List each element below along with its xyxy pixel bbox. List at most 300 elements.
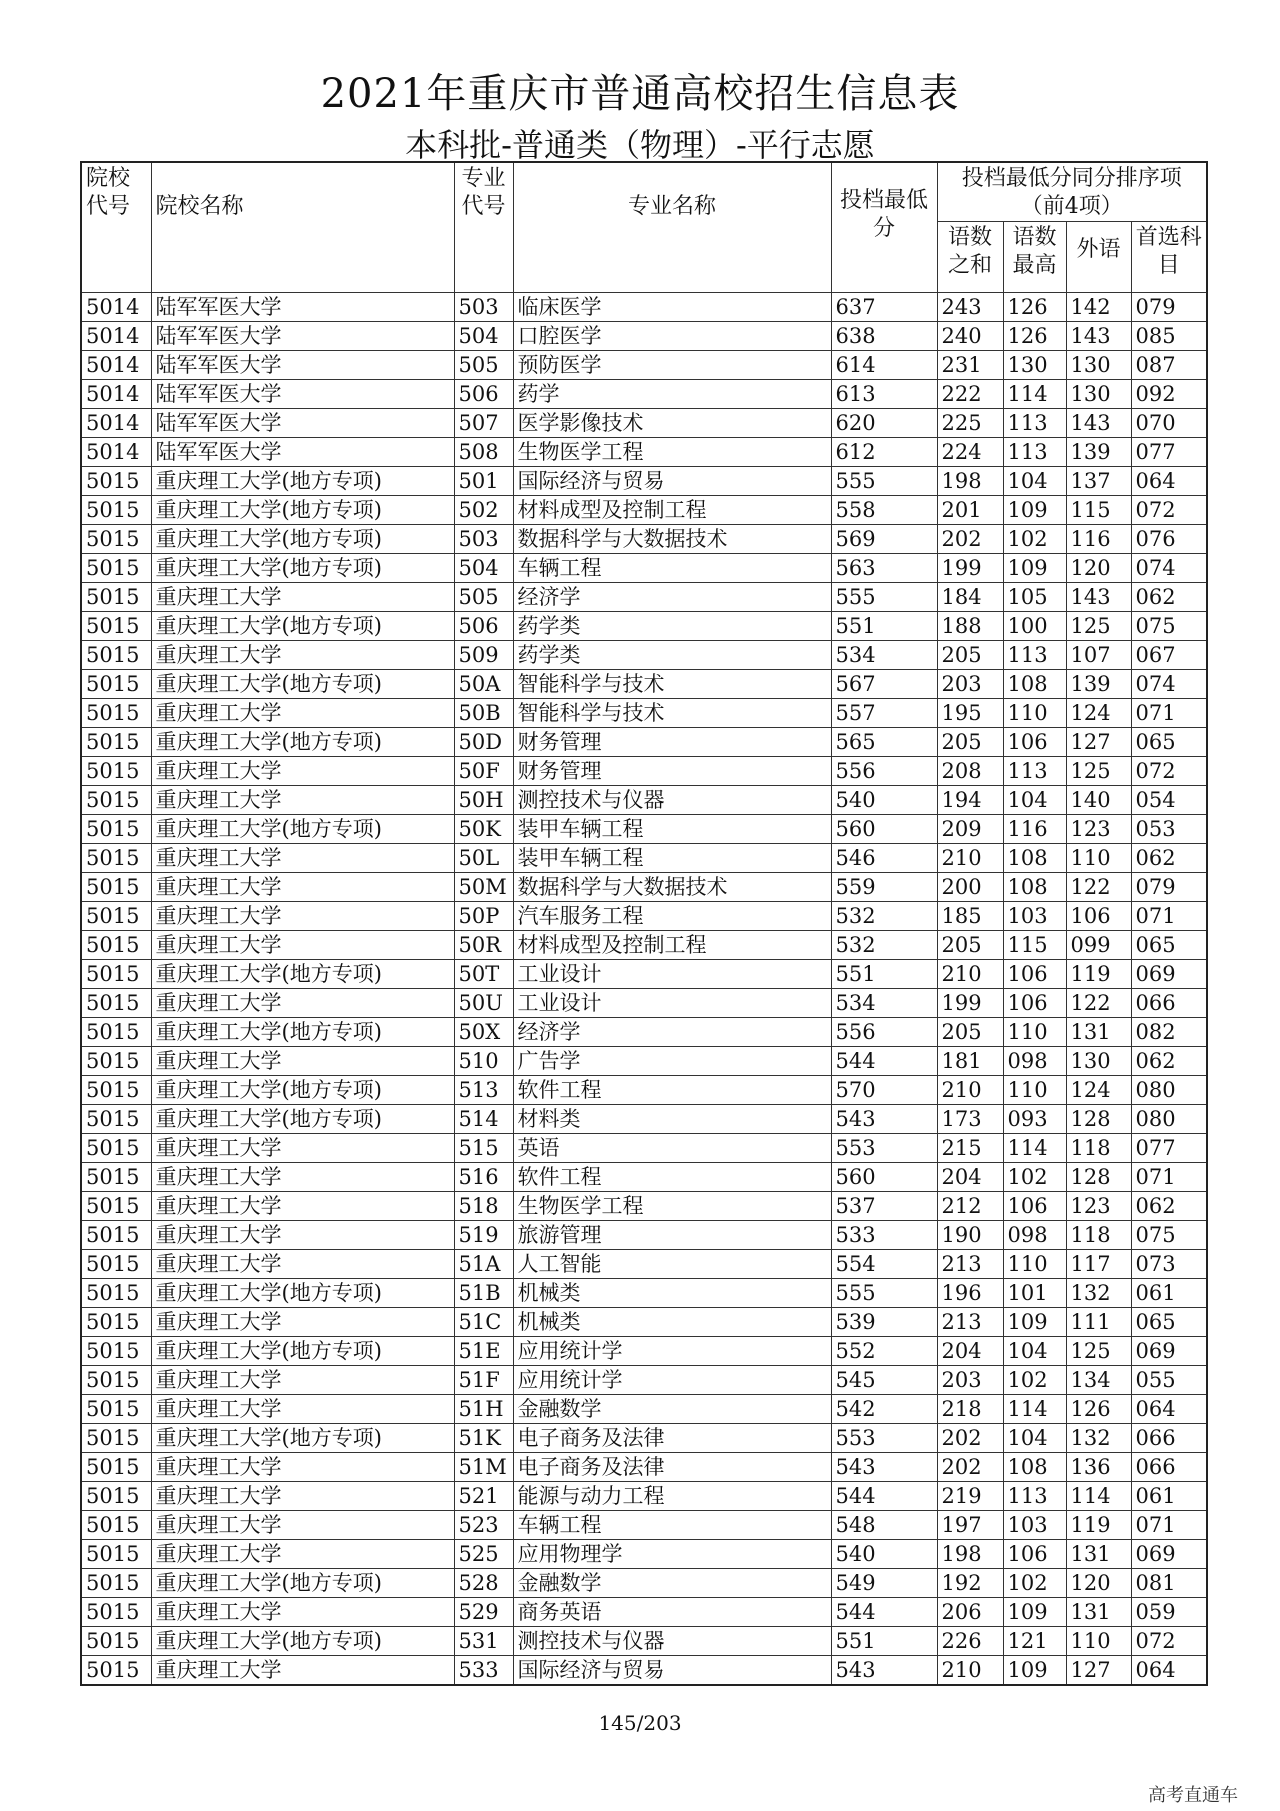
cell-foreign-lang: 130 <box>1066 1047 1131 1076</box>
cell-foreign-lang: 132 <box>1066 1424 1131 1453</box>
cell-foreign-lang: 132 <box>1066 1279 1131 1308</box>
cell-major-name: 预防医学 <box>513 351 831 380</box>
cell-school-name: 重庆理工大学(地方专项) <box>151 496 454 525</box>
cell-foreign-lang: 111 <box>1066 1308 1131 1337</box>
cell-major-name: 智能科学与技术 <box>513 699 831 728</box>
cell-chinese-math-sum: 205 <box>937 728 1003 757</box>
cell-school-code: 5015 <box>81 728 151 757</box>
cell-major-code: 51H <box>454 1395 513 1424</box>
cell-chinese-math-max: 113 <box>1003 438 1066 467</box>
cell-foreign-lang: 125 <box>1066 612 1131 641</box>
cell-school-code: 5015 <box>81 1279 151 1308</box>
table-row <box>81 293 1207 322</box>
cell-school-code: 5015 <box>81 1163 151 1192</box>
cell-chinese-math-max: 108 <box>1003 670 1066 699</box>
cell-first-subject: 080 <box>1131 1076 1207 1105</box>
header-major-code: 专业代号 <box>454 162 513 293</box>
cell-school-code: 5015 <box>81 1366 151 1395</box>
cell-major-code: 50X <box>454 1018 513 1047</box>
cell-school-name: 重庆理工大学(地方专项) <box>151 1569 454 1598</box>
cell-first-subject: 074 <box>1131 670 1207 699</box>
cell-first-subject: 071 <box>1131 902 1207 931</box>
cell-chinese-math-sum: 208 <box>937 757 1003 786</box>
cell-school-code: 5014 <box>81 293 151 322</box>
cell-chinese-math-sum: 185 <box>937 902 1003 931</box>
cell-foreign-lang: 130 <box>1066 351 1131 380</box>
cell-chinese-math-max: 105 <box>1003 583 1066 612</box>
cell-min-score: 614 <box>831 351 937 380</box>
cell-foreign-lang: 142 <box>1066 293 1131 322</box>
cell-chinese-math-max: 102 <box>1003 525 1066 554</box>
cell-school-name: 重庆理工大学(地方专项) <box>151 1627 454 1656</box>
cell-foreign-lang: 139 <box>1066 670 1131 699</box>
table-row <box>81 351 1207 380</box>
cell-chinese-math-sum: 210 <box>937 844 1003 873</box>
cell-major-code: 503 <box>454 293 513 322</box>
cell-chinese-math-sum: 213 <box>937 1308 1003 1337</box>
cell-major-code: 516 <box>454 1163 513 1192</box>
cell-school-name: 重庆理工大学 <box>151 1482 454 1511</box>
cell-foreign-lang: 118 <box>1066 1134 1131 1163</box>
cell-foreign-lang: 136 <box>1066 1453 1131 1482</box>
cell-foreign-lang: 143 <box>1066 322 1131 351</box>
page-title: 2021年重庆市普通高校招生信息表 <box>320 71 960 117</box>
cell-first-subject: 066 <box>1131 1424 1207 1453</box>
cell-major-code: 514 <box>454 1105 513 1134</box>
cell-chinese-math-sum: 203 <box>937 1366 1003 1395</box>
cell-chinese-math-sum: 204 <box>937 1163 1003 1192</box>
cell-school-code: 5015 <box>81 1424 151 1453</box>
cell-chinese-math-sum: 210 <box>937 1656 1003 1686</box>
cell-school-code: 5015 <box>81 1221 151 1250</box>
cell-chinese-math-max: 100 <box>1003 612 1066 641</box>
cell-foreign-lang: 106 <box>1066 902 1131 931</box>
cell-first-subject: 079 <box>1131 873 1207 902</box>
cell-chinese-math-max: 116 <box>1003 815 1066 844</box>
cell-chinese-math-max: 110 <box>1003 1076 1066 1105</box>
cell-min-score: 555 <box>831 583 937 612</box>
cell-first-subject: 065 <box>1131 728 1207 757</box>
cell-school-name: 重庆理工大学 <box>151 1656 454 1686</box>
cell-major-name: 材料类 <box>513 1105 831 1134</box>
cell-major-code: 531 <box>454 1627 513 1656</box>
cell-chinese-math-max: 106 <box>1003 1192 1066 1221</box>
cell-major-name: 应用物理学 <box>513 1540 831 1569</box>
cell-first-subject: 070 <box>1131 409 1207 438</box>
cell-major-name: 国际经济与贸易 <box>513 1656 831 1686</box>
cell-min-score: 540 <box>831 786 937 815</box>
cell-school-code: 5015 <box>81 583 151 612</box>
table-row <box>81 670 1207 699</box>
table-row <box>81 525 1207 554</box>
cell-min-score: 565 <box>831 728 937 757</box>
cell-major-name: 测控技术与仪器 <box>513 786 831 815</box>
cell-chinese-math-max: 109 <box>1003 496 1066 525</box>
cell-major-code: 513 <box>454 1076 513 1105</box>
cell-school-code: 5015 <box>81 1076 151 1105</box>
cell-major-code: 51B <box>454 1279 513 1308</box>
cell-major-name: 工业设计 <box>513 960 831 989</box>
cell-foreign-lang: 128 <box>1066 1163 1131 1192</box>
cell-chinese-math-max: 104 <box>1003 1424 1066 1453</box>
cell-foreign-lang: 122 <box>1066 989 1131 1018</box>
cell-foreign-lang: 131 <box>1066 1540 1131 1569</box>
cell-school-name: 陆军军医大学 <box>151 351 454 380</box>
cell-major-name: 装甲车辆工程 <box>513 815 831 844</box>
cell-major-code: 505 <box>454 583 513 612</box>
cell-first-subject: 065 <box>1131 931 1207 960</box>
cell-min-score: 532 <box>831 931 937 960</box>
cell-foreign-lang: 115 <box>1066 496 1131 525</box>
cell-school-name: 重庆理工大学 <box>151 931 454 960</box>
cell-major-name: 机械类 <box>513 1308 831 1337</box>
cell-chinese-math-max: 113 <box>1003 757 1066 786</box>
cell-foreign-lang: 122 <box>1066 873 1131 902</box>
cell-chinese-math-max: 102 <box>1003 1366 1066 1395</box>
cell-school-code: 5015 <box>81 1105 151 1134</box>
cell-chinese-math-sum: 218 <box>937 1395 1003 1424</box>
table-row <box>81 409 1207 438</box>
cell-school-name: 重庆理工大学(地方专项) <box>151 554 454 583</box>
cell-chinese-math-max: 130 <box>1003 351 1066 380</box>
cell-min-score: 544 <box>831 1598 937 1627</box>
cell-min-score: 556 <box>831 757 937 786</box>
cell-major-name: 工业设计 <box>513 989 831 1018</box>
cell-school-name: 重庆理工大学 <box>151 873 454 902</box>
cell-major-code: 525 <box>454 1540 513 1569</box>
cell-chinese-math-sum: 215 <box>937 1134 1003 1163</box>
cell-foreign-lang: 143 <box>1066 409 1131 438</box>
cell-chinese-math-max: 101 <box>1003 1279 1066 1308</box>
cell-chinese-math-max: 102 <box>1003 1569 1066 1598</box>
cell-foreign-lang: 140 <box>1066 786 1131 815</box>
table-row <box>81 1163 1207 1192</box>
cell-school-code: 5015 <box>81 757 151 786</box>
cell-first-subject: 062 <box>1131 1047 1207 1076</box>
cell-foreign-lang: 137 <box>1066 467 1131 496</box>
cell-major-name: 经济学 <box>513 1018 831 1047</box>
cell-school-code: 5015 <box>81 496 151 525</box>
cell-school-code: 5015 <box>81 989 151 1018</box>
cell-chinese-math-max: 109 <box>1003 1308 1066 1337</box>
cell-major-name: 车辆工程 <box>513 1511 831 1540</box>
table-row <box>81 1279 1207 1308</box>
cell-first-subject: 054 <box>1131 786 1207 815</box>
cell-major-name: 国际经济与贸易 <box>513 467 831 496</box>
cell-school-code: 5014 <box>81 380 151 409</box>
cell-school-name: 重庆理工大学 <box>151 786 454 815</box>
cell-min-score: 533 <box>831 1221 937 1250</box>
table-row <box>81 786 1207 815</box>
cell-chinese-math-sum: 194 <box>937 786 1003 815</box>
table-row <box>81 873 1207 902</box>
cell-chinese-math-max: 098 <box>1003 1047 1066 1076</box>
table-row <box>81 1511 1207 1540</box>
cell-major-name: 智能科学与技术 <box>513 670 831 699</box>
cell-chinese-math-sum: 202 <box>937 525 1003 554</box>
cell-major-code: 51E <box>454 1337 513 1366</box>
cell-major-code: 508 <box>454 438 513 467</box>
cell-school-name: 陆军军医大学 <box>151 409 454 438</box>
cell-school-code: 5015 <box>81 902 151 931</box>
table-row <box>81 1221 1207 1250</box>
cell-first-subject: 074 <box>1131 554 1207 583</box>
cell-foreign-lang: 119 <box>1066 960 1131 989</box>
cell-major-name: 财务管理 <box>513 728 831 757</box>
cell-first-subject: 079 <box>1131 293 1207 322</box>
cell-major-name: 装甲车辆工程 <box>513 844 831 873</box>
table-row <box>81 1047 1207 1076</box>
cell-min-score: 620 <box>831 409 937 438</box>
cell-school-code: 5015 <box>81 1511 151 1540</box>
cell-chinese-math-sum: 212 <box>937 1192 1003 1221</box>
cell-major-code: 51F <box>454 1366 513 1395</box>
cell-major-name: 人工智能 <box>513 1250 831 1279</box>
cell-school-code: 5015 <box>81 1569 151 1598</box>
cell-min-score: 534 <box>831 641 937 670</box>
cell-school-code: 5015 <box>81 1337 151 1366</box>
cell-school-name: 重庆理工大学 <box>151 1134 454 1163</box>
cell-chinese-math-max: 108 <box>1003 844 1066 873</box>
cell-min-score: 637 <box>831 293 937 322</box>
cell-chinese-math-sum: 206 <box>937 1598 1003 1627</box>
table-row <box>81 931 1207 960</box>
cell-major-name: 商务英语 <box>513 1598 831 1627</box>
cell-first-subject: 072 <box>1131 496 1207 525</box>
cell-first-subject: 069 <box>1131 960 1207 989</box>
cell-min-score: 534 <box>831 989 937 1018</box>
cell-school-code: 5014 <box>81 438 151 467</box>
cell-major-code: 509 <box>454 641 513 670</box>
cell-chinese-math-sum: 196 <box>937 1279 1003 1308</box>
cell-min-score: 543 <box>831 1656 937 1686</box>
cell-chinese-math-sum: 224 <box>937 438 1003 467</box>
cell-school-name: 重庆理工大学 <box>151 1453 454 1482</box>
cell-school-name: 重庆理工大学 <box>151 699 454 728</box>
cell-min-score: 560 <box>831 815 937 844</box>
cell-first-subject: 087 <box>1131 351 1207 380</box>
table-row <box>81 322 1207 351</box>
cell-school-name: 重庆理工大学 <box>151 1598 454 1627</box>
cell-major-name: 金融数学 <box>513 1569 831 1598</box>
source-label: 高考直通车 <box>1148 1785 1238 1806</box>
cell-major-name: 测控技术与仪器 <box>513 1627 831 1656</box>
cell-min-score: 551 <box>831 1627 937 1656</box>
table-row <box>81 844 1207 873</box>
cell-major-code: 501 <box>454 467 513 496</box>
cell-first-subject: 072 <box>1131 757 1207 786</box>
cell-school-code: 5015 <box>81 1453 151 1482</box>
cell-major-code: 506 <box>454 612 513 641</box>
cell-school-code: 5015 <box>81 815 151 844</box>
table-row <box>81 380 1207 409</box>
cell-school-name: 重庆理工大学 <box>151 1395 454 1424</box>
cell-major-name: 药学 <box>513 380 831 409</box>
table-row <box>81 496 1207 525</box>
cell-major-name: 生物医学工程 <box>513 438 831 467</box>
cell-foreign-lang: 099 <box>1066 931 1131 960</box>
cell-school-name: 重庆理工大学(地方专项) <box>151 1076 454 1105</box>
cell-chinese-math-max: 113 <box>1003 641 1066 670</box>
table-row <box>81 728 1207 757</box>
cell-major-name: 电子商务及法律 <box>513 1424 831 1453</box>
cell-foreign-lang: 116 <box>1066 525 1131 554</box>
table-row <box>81 1250 1207 1279</box>
cell-chinese-math-max: 104 <box>1003 786 1066 815</box>
cell-first-subject: 053 <box>1131 815 1207 844</box>
cell-school-code: 5015 <box>81 1598 151 1627</box>
cell-chinese-math-max: 113 <box>1003 1482 1066 1511</box>
cell-chinese-math-sum: 225 <box>937 409 1003 438</box>
cell-chinese-math-sum: 188 <box>937 612 1003 641</box>
cell-school-code: 5015 <box>81 960 151 989</box>
cell-chinese-math-max: 114 <box>1003 1134 1066 1163</box>
cell-first-subject: 077 <box>1131 1134 1207 1163</box>
cell-school-code: 5015 <box>81 1250 151 1279</box>
cell-foreign-lang: 125 <box>1066 1337 1131 1366</box>
cell-major-code: 50H <box>454 786 513 815</box>
cell-chinese-math-max: 093 <box>1003 1105 1066 1134</box>
page-subtitle: 本科批-普通类（物理）-平行志愿 <box>405 126 875 164</box>
cell-school-name: 重庆理工大学(地方专项) <box>151 1337 454 1366</box>
cell-chinese-math-sum: 173 <box>937 1105 1003 1134</box>
header-chinese-math-sum: 语数之和 <box>937 222 1003 293</box>
table-row <box>81 583 1207 612</box>
cell-major-name: 软件工程 <box>513 1163 831 1192</box>
cell-chinese-math-max: 103 <box>1003 902 1066 931</box>
cell-school-code: 5014 <box>81 351 151 380</box>
cell-major-code: 50P <box>454 902 513 931</box>
cell-min-score: 569 <box>831 525 937 554</box>
table-row <box>81 1656 1207 1686</box>
cell-school-name: 重庆理工大学 <box>151 989 454 1018</box>
cell-first-subject: 064 <box>1131 467 1207 496</box>
table-row <box>81 1366 1207 1395</box>
cell-foreign-lang: 124 <box>1066 1076 1131 1105</box>
table-row <box>81 554 1207 583</box>
cell-major-name: 应用统计学 <box>513 1366 831 1395</box>
table-row <box>81 1540 1207 1569</box>
cell-chinese-math-sum: 202 <box>937 1453 1003 1482</box>
cell-chinese-math-sum: 210 <box>937 960 1003 989</box>
table-row <box>81 902 1207 931</box>
cell-school-name: 重庆理工大学 <box>151 1511 454 1540</box>
cell-min-score: 551 <box>831 960 937 989</box>
cell-major-code: 521 <box>454 1482 513 1511</box>
cell-chinese-math-sum: 199 <box>937 554 1003 583</box>
cell-min-score: 563 <box>831 554 937 583</box>
table-row <box>81 960 1207 989</box>
cell-min-score: 549 <box>831 1569 937 1598</box>
header-major-name: 专业名称 <box>513 162 831 293</box>
cell-school-name: 重庆理工大学(地方专项) <box>151 728 454 757</box>
cell-major-code: 504 <box>454 554 513 583</box>
table-row <box>81 1337 1207 1366</box>
cell-major-name: 机械类 <box>513 1279 831 1308</box>
table-row <box>81 1105 1207 1134</box>
cell-major-code: 50F <box>454 757 513 786</box>
cell-first-subject: 061 <box>1131 1482 1207 1511</box>
table-row <box>81 1598 1207 1627</box>
cell-school-name: 重庆理工大学 <box>151 1163 454 1192</box>
cell-first-subject: 067 <box>1131 641 1207 670</box>
cell-first-subject: 081 <box>1131 1569 1207 1598</box>
cell-major-code: 50U <box>454 989 513 1018</box>
cell-first-subject: 061 <box>1131 1279 1207 1308</box>
cell-min-score: 553 <box>831 1134 937 1163</box>
cell-min-score: 546 <box>831 844 937 873</box>
cell-foreign-lang: 127 <box>1066 728 1131 757</box>
cell-major-name: 金融数学 <box>513 1395 831 1424</box>
cell-first-subject: 092 <box>1131 380 1207 409</box>
cell-major-code: 503 <box>454 525 513 554</box>
cell-min-score: 570 <box>831 1076 937 1105</box>
table-row <box>81 1018 1207 1047</box>
cell-school-name: 重庆理工大学 <box>151 1308 454 1337</box>
header-chinese-math-max: 语数最高 <box>1003 222 1066 293</box>
cell-first-subject: 082 <box>1131 1018 1207 1047</box>
cell-school-name: 重庆理工大学(地方专项) <box>151 612 454 641</box>
cell-min-score: 539 <box>831 1308 937 1337</box>
cell-major-name: 生物医学工程 <box>513 1192 831 1221</box>
cell-first-subject: 077 <box>1131 438 1207 467</box>
cell-major-name: 软件工程 <box>513 1076 831 1105</box>
cell-first-subject: 075 <box>1131 1221 1207 1250</box>
cell-school-name: 重庆理工大学 <box>151 1192 454 1221</box>
cell-school-code: 5015 <box>81 554 151 583</box>
table-row <box>81 1482 1207 1511</box>
cell-foreign-lang: 120 <box>1066 554 1131 583</box>
table-row <box>81 1192 1207 1221</box>
cell-foreign-lang: 123 <box>1066 1192 1131 1221</box>
cell-first-subject: 073 <box>1131 1250 1207 1279</box>
cell-chinese-math-max: 109 <box>1003 1656 1066 1686</box>
cell-school-code: 5014 <box>81 409 151 438</box>
cell-min-score: 543 <box>831 1453 937 1482</box>
cell-major-name: 经济学 <box>513 583 831 612</box>
cell-foreign-lang: 128 <box>1066 1105 1131 1134</box>
cell-chinese-math-max: 110 <box>1003 1250 1066 1279</box>
cell-chinese-math-max: 106 <box>1003 960 1066 989</box>
cell-school-name: 重庆理工大学 <box>151 1047 454 1076</box>
cell-foreign-lang: 134 <box>1066 1366 1131 1395</box>
admission-table <box>80 161 1208 1686</box>
table-row <box>81 757 1207 786</box>
cell-foreign-lang: 127 <box>1066 1656 1131 1686</box>
table-row <box>81 1569 1207 1598</box>
cell-school-code: 5015 <box>81 1047 151 1076</box>
cell-major-name: 材料成型及控制工程 <box>513 931 831 960</box>
cell-school-name: 重庆理工大学 <box>151 1540 454 1569</box>
cell-school-name: 陆军军医大学 <box>151 322 454 351</box>
cell-chinese-math-max: 114 <box>1003 380 1066 409</box>
cell-chinese-math-max: 106 <box>1003 989 1066 1018</box>
header-school-code: 院校代号 <box>81 162 151 293</box>
cell-school-name: 重庆理工大学(地方专项) <box>151 1018 454 1047</box>
cell-major-code: 505 <box>454 351 513 380</box>
cell-foreign-lang: 110 <box>1066 844 1131 873</box>
cell-foreign-lang: 117 <box>1066 1250 1131 1279</box>
cell-school-name: 重庆理工大学 <box>151 844 454 873</box>
cell-chinese-math-sum: 204 <box>937 1337 1003 1366</box>
cell-chinese-math-sum: 184 <box>937 583 1003 612</box>
cell-chinese-math-max: 098 <box>1003 1221 1066 1250</box>
table-row <box>81 438 1207 467</box>
cell-school-name: 重庆理工大学(地方专项) <box>151 467 454 496</box>
cell-major-code: 50M <box>454 873 513 902</box>
cell-chinese-math-max: 103 <box>1003 1511 1066 1540</box>
cell-foreign-lang: 124 <box>1066 699 1131 728</box>
